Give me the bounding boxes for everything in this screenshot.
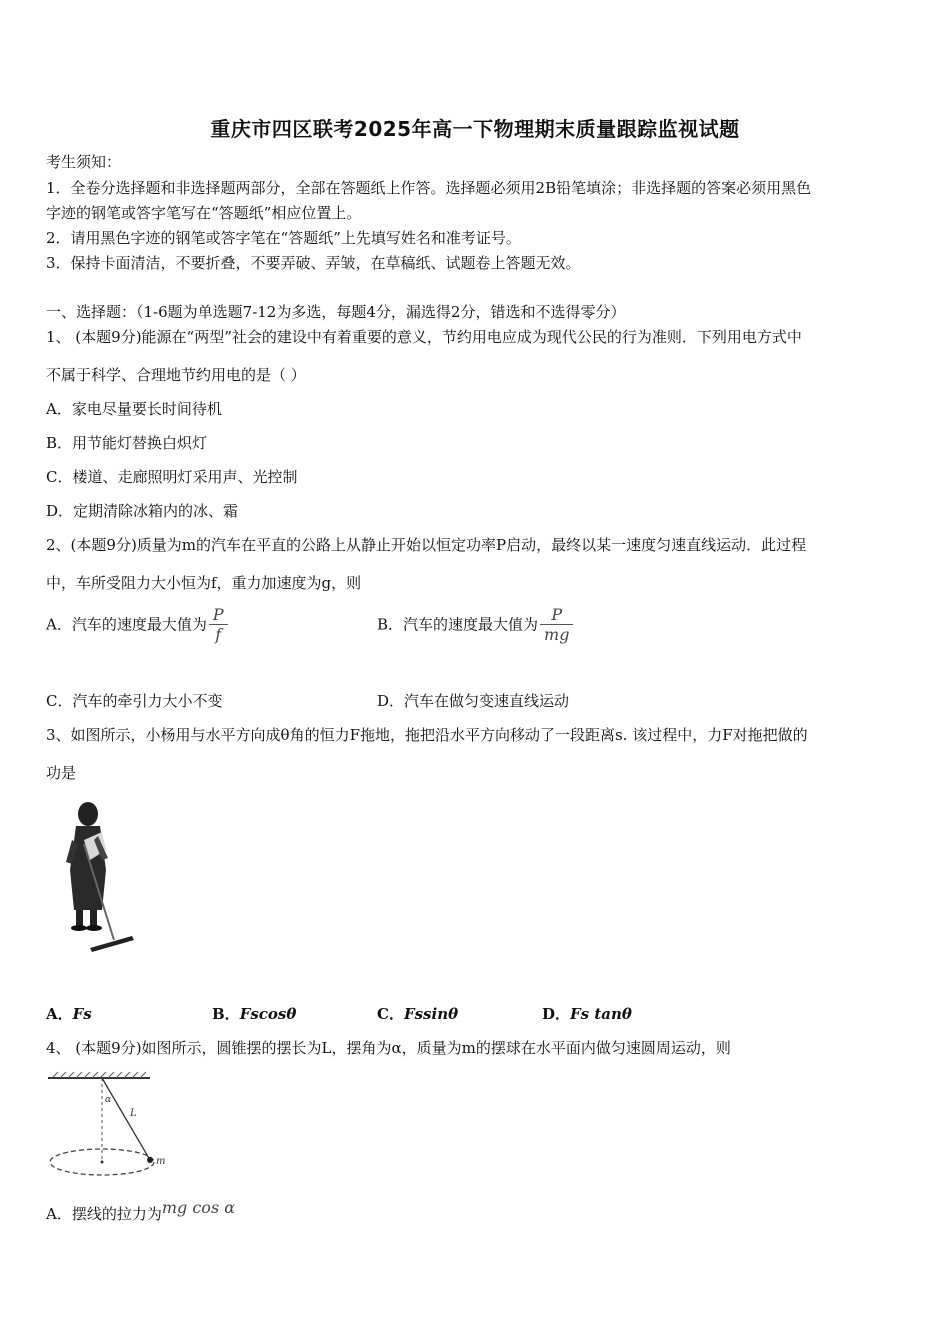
question-1-stem: 1、 (本题9分)能源在“两型”社会的建设中有着重要的意义，节约用电应成为现代公民的行为准则．下列用电方式中: [46, 328, 802, 346]
mass-label: m: [156, 1156, 166, 1167]
question-1-option-d: D．定期清除冰箱内的冰、霜: [46, 502, 239, 520]
question-1-stem-cont: 不属于科学、合理地节约用电的是（ ）: [46, 366, 306, 384]
fraction-p-over-f: [209, 606, 228, 645]
option-value: Fssinθ: [403, 1005, 459, 1023]
option-a-label: A．摆线的拉力为: [46, 1205, 162, 1223]
notice-item: 1．全卷分选择题和非选择题两部分，全部在答题纸上作答。选择题必须用2B铅笔填涂；非选择题的答案必须用黑色: [46, 179, 812, 197]
fraction-numerator: P: [551, 605, 563, 624]
conical-pendulum-figure: [46, 1072, 164, 1180]
question-1-option-c: C．楼道、走廊照明灯采用声、光控制: [46, 468, 298, 486]
section-heading: 一、选择题：（1-6题为单选题7-12为多选，每题4分，漏选得2分，错选和不选得零分）: [46, 303, 626, 321]
angle-label: α: [105, 1095, 112, 1105]
question-3-stem-cont: 功是: [46, 764, 77, 782]
question-4-stem: 4、 (本题9分)如图所示，圆锥摆的摆长为L，摆角为α，质量为m的摆球在水平面内做匀速圆周运动，则: [46, 1039, 731, 1057]
question-2-stem: 2、(本题9分)质量为m的汽车在平直的公路上从静止开始以恒定功率P启动，最终以某一速度匀速直线运动．此过程: [46, 536, 807, 554]
question-3-stem: 3、如图所示，小杨用与水平方向成θ角的恒力F拖地，拖把沿水平方向移动了一段距离s. 该过程中，力F对拖把做的: [46, 726, 808, 744]
question-2-option-c: C．汽车的牵引力大小不变: [46, 692, 223, 710]
notice-item: 2．请用黑色字迹的钢笔或答字笔在“答题纸”上先填写姓名和准考证号。: [46, 229, 521, 247]
mopping-person-figure: [62, 800, 140, 962]
option-b-label: B．汽车的速度最大值为: [377, 615, 539, 634]
question-2-option-a: [46, 606, 228, 645]
length-label: L: [130, 1108, 137, 1119]
question-2-option-b: [377, 606, 573, 645]
question-3-option-b: [212, 1004, 296, 1024]
question-1-option-a: A．家电尽量要长时间待机: [46, 400, 222, 418]
fraction-numerator: P: [212, 605, 224, 624]
option-label: D．: [542, 1005, 571, 1023]
question-1-option-b: B．用节能灯替换白炽灯: [46, 434, 208, 452]
notice-item: 3．保持卡面清洁，不要折叠，不要弄破、弄皱，在草稿纸、试题卷上答题无效。: [46, 254, 581, 272]
question-2-stem-cont: 中，车所受阻力大小恒为f，重力加速度为g，则: [46, 574, 362, 592]
notice-heading: 考生须知：: [46, 153, 122, 171]
question-2-option-d: D．汽车在做匀变速直线运动: [377, 692, 570, 710]
fraction-p-over-mg: [540, 606, 573, 645]
question-3-option-c: [377, 1004, 458, 1024]
option-label: A．: [46, 1005, 73, 1023]
question-3-option-d: [542, 1004, 632, 1024]
tension-formula: mg cos α: [161, 1198, 236, 1217]
page-title: 重庆市四区联考2025年高一下物理期末质量跟踪监视试题: [210, 117, 740, 141]
question-4-option-a: [46, 1198, 236, 1224]
fraction-denominator: mg: [544, 625, 570, 644]
option-value: Fs tanθ: [570, 1005, 632, 1023]
option-label: C．: [377, 1005, 404, 1023]
option-a-label: A．汽车的速度最大值为: [46, 615, 207, 634]
option-value: Fs: [72, 1005, 92, 1023]
fraction-denominator: f: [215, 625, 222, 644]
option-value: Fscosθ: [239, 1005, 297, 1023]
notice-item: 字迹的钢笔或答字笔写在“答题纸”相应位置上。: [46, 204, 362, 222]
question-3-option-a: [46, 1004, 92, 1024]
option-label: B．: [212, 1005, 240, 1023]
